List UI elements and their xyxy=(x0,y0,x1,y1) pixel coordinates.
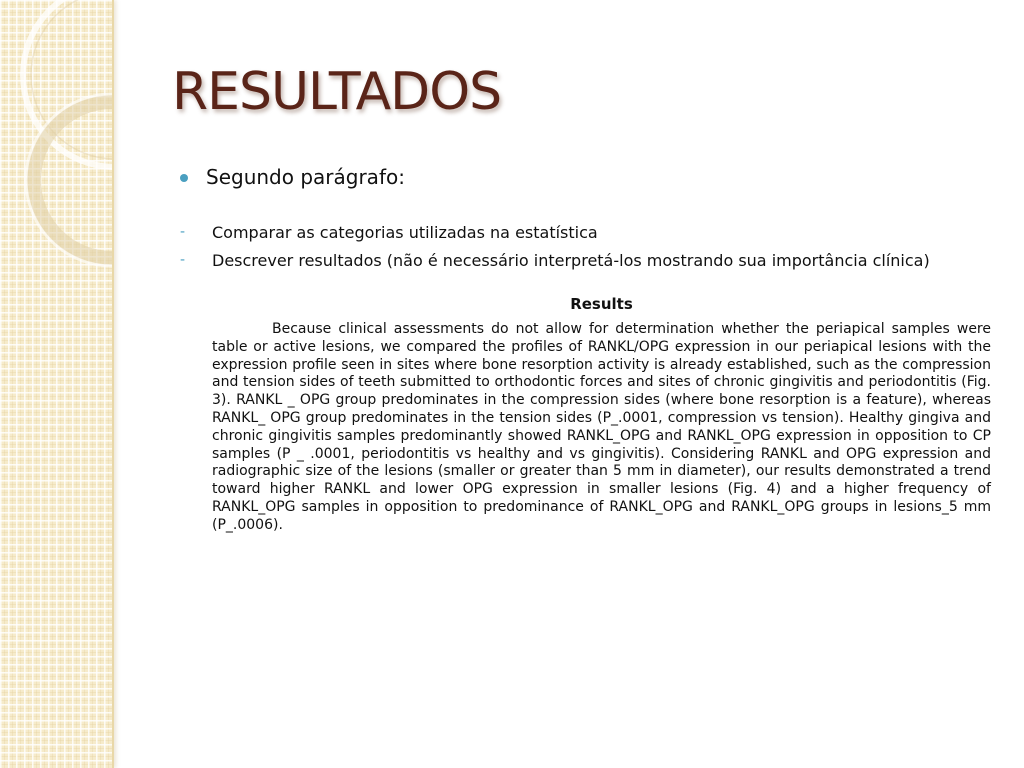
slide-title: RESULTADOS xyxy=(172,62,502,122)
list-item xyxy=(180,246,930,274)
main-bullet xyxy=(180,165,405,189)
decorative-rings xyxy=(0,0,112,768)
main-bullet-text: Segundo parágrafo: xyxy=(206,165,405,189)
sub-item-text: Comparar as categorias utilizadas na estatística xyxy=(212,222,598,242)
sub-bullet-list xyxy=(180,218,930,274)
dash-marker: - xyxy=(180,224,186,240)
bullet-dot-icon xyxy=(180,174,188,182)
sub-item-text: Descrever resultados (não é necessário interpretá-los mostrando sua importância clínica) xyxy=(212,250,930,270)
results-paragraph: Because clinical assessments do not allow for determination whether the periapical samples were table or active lesions, we compared the profiles of RANKL/OPG expression in our periapical lesions with the expression profile seen in sites where bone resorption activity is already established, such as the compression and tension sides of teeth submitted to orthodontic forces and sites of chronic gingivitis and periodontitis (Fig. 3). RANKL _ OPG group predominates in the compression sides (where bone resorption is a feature), whereas RANKL_ OPG group predominates in the tension sides (P_.0001, compression vs tension). Healthy gingiva and chronic gingivitis samples predominantly showed RANKL_OPG and RANKL_OPG expression in opposition to CP samples (P _ .0001, periodontitis vs healthy and vs gingivitis). Considering RANKL and OPG expression and radiographic size of the lesions (smaller or greater than 5 mm in diameter), our results demonstrated a trend toward higher RANKL and lower OPG expression in smaller lesions (Fig. 4) and a higher frequency of RANKL_OPG samples in opposition to predominance of RANKL_OPG and RANKL_OPG groups in lesions_5 mm (P_.0006). xyxy=(212,321,991,533)
dash-marker: - xyxy=(180,252,186,268)
results-heading: Results xyxy=(570,295,633,313)
list-item xyxy=(180,218,930,246)
